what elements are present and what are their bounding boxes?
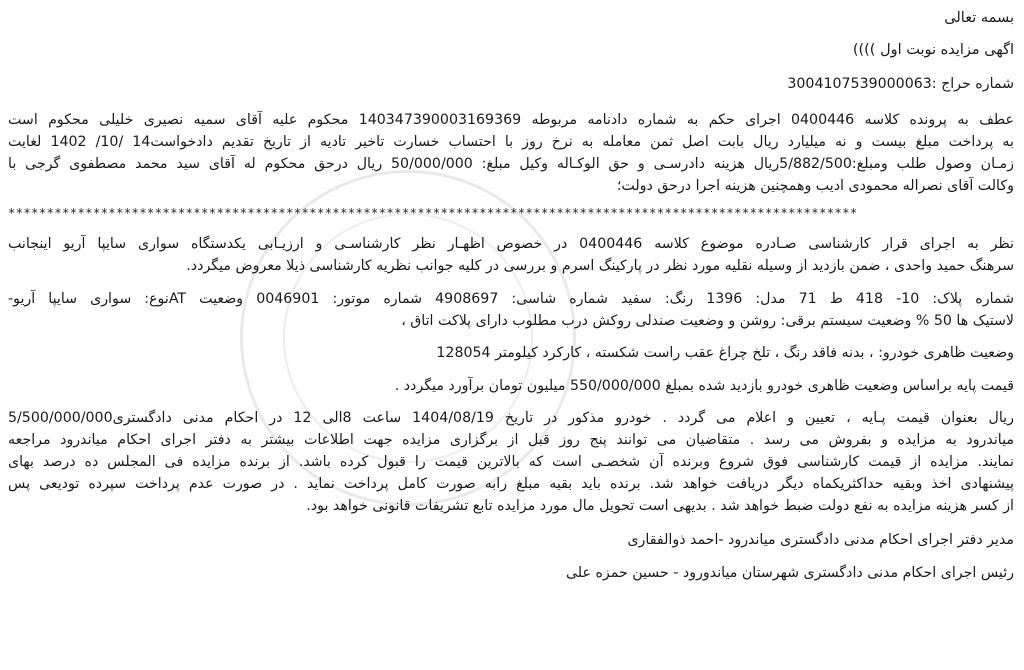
ad-title: اگهی مزایده نوبت اول )))) [852,42,1014,58]
bismillah-heading: بسمه تعالی [944,10,1014,26]
paragraph-line: نمایند. مزایده از قیمت کارشناسی فوق شروع وبرنده آن شخصـی است که بالاترین قیمت را قبول کرده باشد. از برنده مزایده فی المجلس ده درصد بهای [8,454,1014,470]
paragraph-line: ریال بعنوان قیمت پـایه ، تعیین و اعلام می گردد . خودرو مذکور در تاریخ 1404/08/19 ساعت 8الی 12 در احکام مدنی دادگستری5/500/000/000 [8,410,1014,426]
chief-signature: رئیس اجرای احکام مدنی دادگستری شهرستان میاندورود - حسین حمزه علی [565,565,1014,581]
paragraph-line: زمـان وصول طلب ومبلغ:5/882/500ریال هزینه دادرسـی و حق الوکـاله وکیل مبلغ: 50/000/000 ریال درحق محکوم له آقای سید محمد مصطفوی گرجی با [8,156,1014,172]
paragraph-line: لاستیک ها 50 % وضعیت سیستم برقی: روشن و وضعیت صندلی روکش درب مطلوب دارای پلاکت اتاق ، [401,313,1014,329]
paragraph-line: میاندرود به مزایده و بفروش می رسد . متقاضیان می توانند پنج روز قبل از برگزاری مزایده جهت اطلاعات بیشتر به دفتر اجرای احکام میاندرود مراجعه [8,432,1014,448]
paragraph-line: از کسر هزینه مزایده به نفع دولت ضبط خواهد شد . بدیهی است تحویل مال مورد مزایده تابع تشریفات قانونی خواهد بود. [306,498,1014,514]
paragraph-line: پیشنهادی اخذ وبقیه حداکثریکماه دیگر دریافت خواهد شد. برنده باید بقیه مبلغ رابه صورت کامل پرداخت نماید . در صورت عدم پرداخت سپرده تودیعی پس [8,476,1014,492]
office-manager-signature: مدیر دفتر اجرای احکام مدنی دادگستری میاندرود -احمد ذوالفقاری [627,532,1014,548]
paragraph-line: نظر به اجرای قرار کارشناسی صـادره موضوع کلاسه 0400446 در خصوص اظهـار نظر کارشناسـی و ارزیـابی یکدستگاه سواری سایپا آریو اینجانب [8,236,1014,252]
paragraph-line: عطف به پرونده کلاسه 0400446 اجرای حکم به شماره دادنامه مربوطه 140347390003169369 محکوم علیه آقای سمیه نصیری خلیلی محکوم است [8,112,1014,128]
paragraph-line: به پرداخت مبلغ بیست و نه میلیارد ریال بابت اصل ثمن معامله به نرخ روز با احتساب خسارت تاخیر تادیه از تاریخ تقدیم دادخواست14 /10/ 1402 لغایت [8,134,1014,150]
paragraph-line: وکالت آقای نصراله محمودی ادیب وهمچنین هزینه اجرا درحق دولت؛ [616,178,1014,194]
star-divider: ************************************************************************************************************** [8,206,858,220]
paragraph-line: شماره پلاک: 10- 418 ط 71 مدل: 1396 رنگ: سفید شماره شاسی: 4908697 شماره موتور: 0046901 وضعیت ATنوع: سواری سایپا آریو- [8,291,1014,307]
paragraph-line: سرهنگ حمید واحدی ، ضمن بازدید از وسیله نقلیه مورد نظر در پارکینگ اسرم و بررسی در کلیه جوانب نظریه کارشناسی ذیلا معروض میگردد. [186,258,1014,274]
paragraph-line: وضعیت ظاهری خودرو: ، بدنه فاقد رنگ ، تلخ چراغ عقب راست شکسته ، کارکرد کیلومتر 128054 [436,345,1014,361]
paragraph-line: قیمت پایه براساس وضعیت ظاهری خودرو بازدید شده بمبلغ 550/000/000 میلیون تومان برآورد میگردد . [394,378,1014,394]
auction-number: شماره حراج :3004107539000063 [787,76,1014,92]
